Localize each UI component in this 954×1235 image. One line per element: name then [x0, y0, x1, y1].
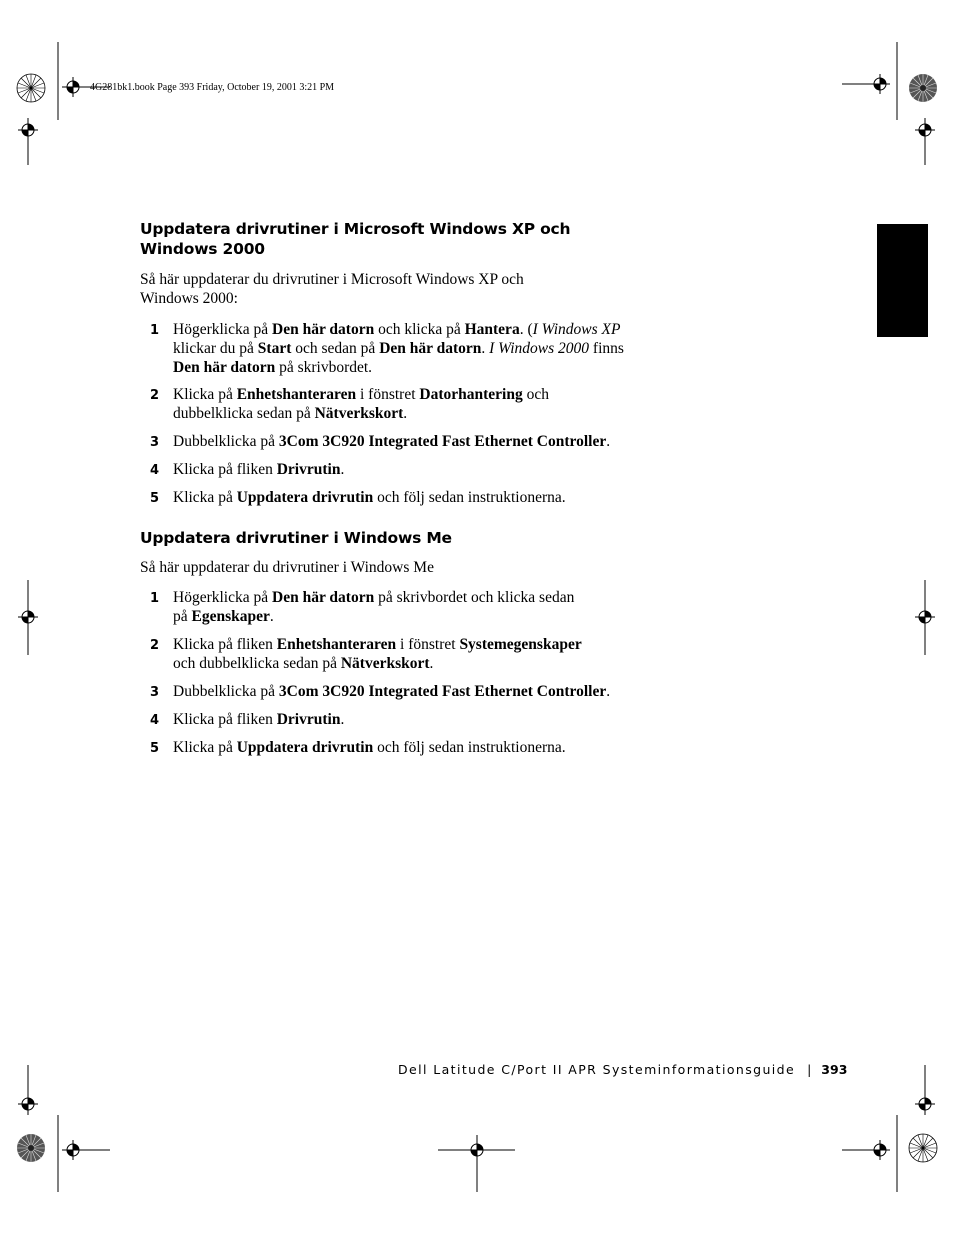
page-number: 393	[821, 1062, 848, 1077]
heading-line: Windows 2000	[140, 240, 265, 258]
footer-separator: |	[807, 1062, 812, 1077]
list-item: 1 Högerklicka på Den här datorn på skrivbordet och klicka sedan på Egenskaper.	[150, 589, 575, 625]
step-number: 2	[150, 638, 160, 653]
step-number: 3	[150, 685, 160, 700]
intro-line: Så här uppdaterar du drivrutiner i Microsoft Windows XP och	[140, 271, 524, 288]
print-header: 4G281bk1.book Page 393 Friday, October 19, 2001 3:21 PM	[90, 82, 335, 93]
step-number: 5	[150, 741, 160, 756]
intro-paragraph	[140, 270, 560, 308]
section-heading	[140, 219, 570, 259]
step-number: 4	[150, 463, 160, 478]
step-number: 1	[150, 323, 160, 338]
list-item: 4 Klicka på fliken Drivrutin.	[150, 461, 345, 478]
step-number: 1	[150, 591, 160, 606]
list-item: 3 Dubbelklicka på 3Com 3C920 Integrated Fast Ethernet Controller.	[150, 433, 611, 450]
thumb-tab	[877, 224, 928, 337]
list-item: 2 Klicka på fliken Enhetshanteraren i fönstret Systemegenskaper och dubbelklicka sedan på Nätverkskort.	[150, 636, 582, 672]
step-number: 2	[150, 388, 160, 403]
page-footer	[398, 1062, 847, 1077]
step-number: 3	[150, 435, 160, 450]
list-item: 5 Klicka på Uppdatera drivrutin och följ sedan instruktionerna.	[150, 489, 566, 506]
list-item: 3 Dubbelklicka på 3Com 3C920 Integrated Fast Ethernet Controller.	[150, 683, 611, 700]
list-item: 5 Klicka på Uppdatera drivrutin och följ sedan instruktionerna.	[150, 739, 566, 756]
list-item: 4 Klicka på fliken Drivrutin.	[150, 711, 345, 728]
step-number: 4	[150, 713, 160, 728]
section-heading: Uppdatera drivrutiner i Windows Me	[140, 529, 452, 547]
intro-paragraph: Så här uppdaterar du drivrutiner i Windows Me	[140, 559, 434, 576]
footer-title: Dell Latitude C/Port II APR Systeminformationsguide	[398, 1062, 796, 1077]
list-item: 1 Högerklicka på Den här datorn och klicka på Hantera. (I Windows XP klickar du på Start och sedan på Den här datorn. I Windows 2000 finns Den här datorn på skrivbordet.	[150, 321, 624, 376]
list-item: 2 Klicka på Enhetshanteraren i fönstret Datorhantering och dubbelklicka sedan på Nätverkskort.	[150, 386, 549, 422]
step-number: 5	[150, 491, 160, 506]
heading-line: Uppdatera drivrutiner i Microsoft Windows XP och	[140, 220, 571, 238]
intro-line: Windows 2000:	[140, 290, 238, 307]
